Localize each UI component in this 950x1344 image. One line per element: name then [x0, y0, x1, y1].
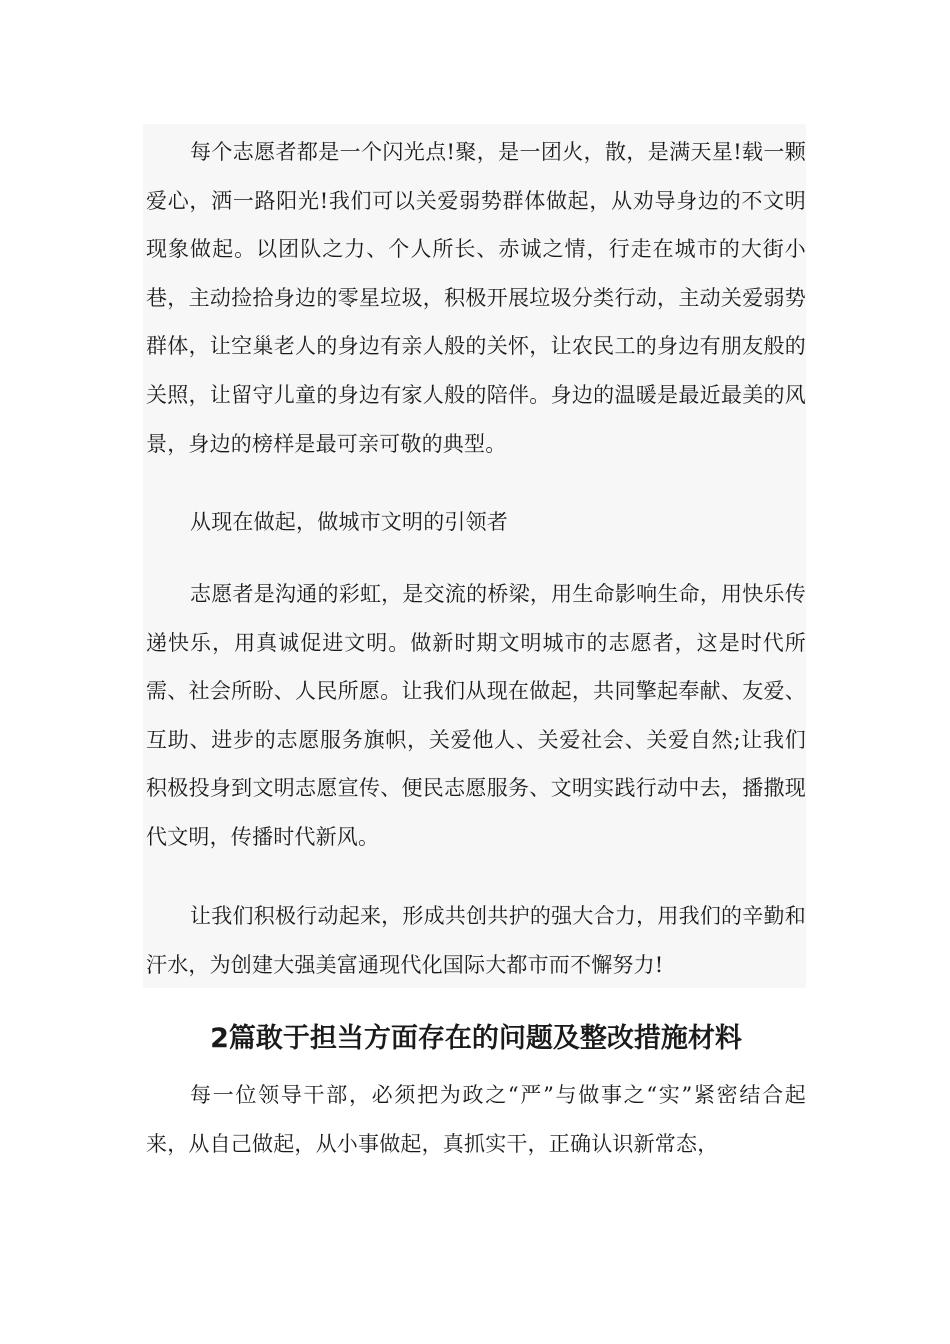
paragraph-volunteer-rainbow: 志愿者是沟通的彩虹，是交流的桥梁，用生命影响生命，用快乐传递快乐，用真诚促进文明。做新时期文明城市的志愿者，这是时代所需、社会所盼、人民所愿。让我们从现在做起，共同擎起奉献、友爱、互助、进步的志愿服务旗帜，关爱他人、关爱社会、关爱自然;让我们积极投身到文明志愿宣传、便民志愿服务、文明实践行动中去，播撒现代文明，传播时代新风。 [146, 582, 806, 849]
paragraph-act-together: 让我们积极行动起来，形成共创共护的强大合力，用我们的辛勤和汗水，为创建大强美富通现代化国际大都市而不懈努力! [146, 904, 806, 977]
section-heading: 2篇敢于担当方面存在的问题及整改措施材料 [210, 1023, 742, 1054]
paragraph-volunteer-sparkle: 每个志愿者都是一个闪光点!聚，是一团火，散，是满天星!载一颗爱心，洒一路阳光!我们可以关爱弱势群体做起，从劝导身边的不文明现象做起。以团队之力、个人所长、赤诚之情，行走在城市的大街小巷，主动捡拾身边的零星垃圾，积极开展垃圾分类行动，主动关爱弱势群体，让空巢老人的身边有亲人般的关怀，让农民工的身边有朋友般的关照，让留守儿童的身边有家人般的陪伴。身边的温暖是最近最美的风景，身边的榜样是最可亲可敬的典型。 [146, 140, 806, 456]
paragraph-leadership: 每一位领导干部，必须把为政之“严”与做事之“实”紧密结合起来，从自己做起，从小事做起，真抓实干，正确认识新常态， [146, 1083, 806, 1156]
paragraph-start-now: 从现在做起，做城市文明的引领者 [190, 510, 508, 534]
